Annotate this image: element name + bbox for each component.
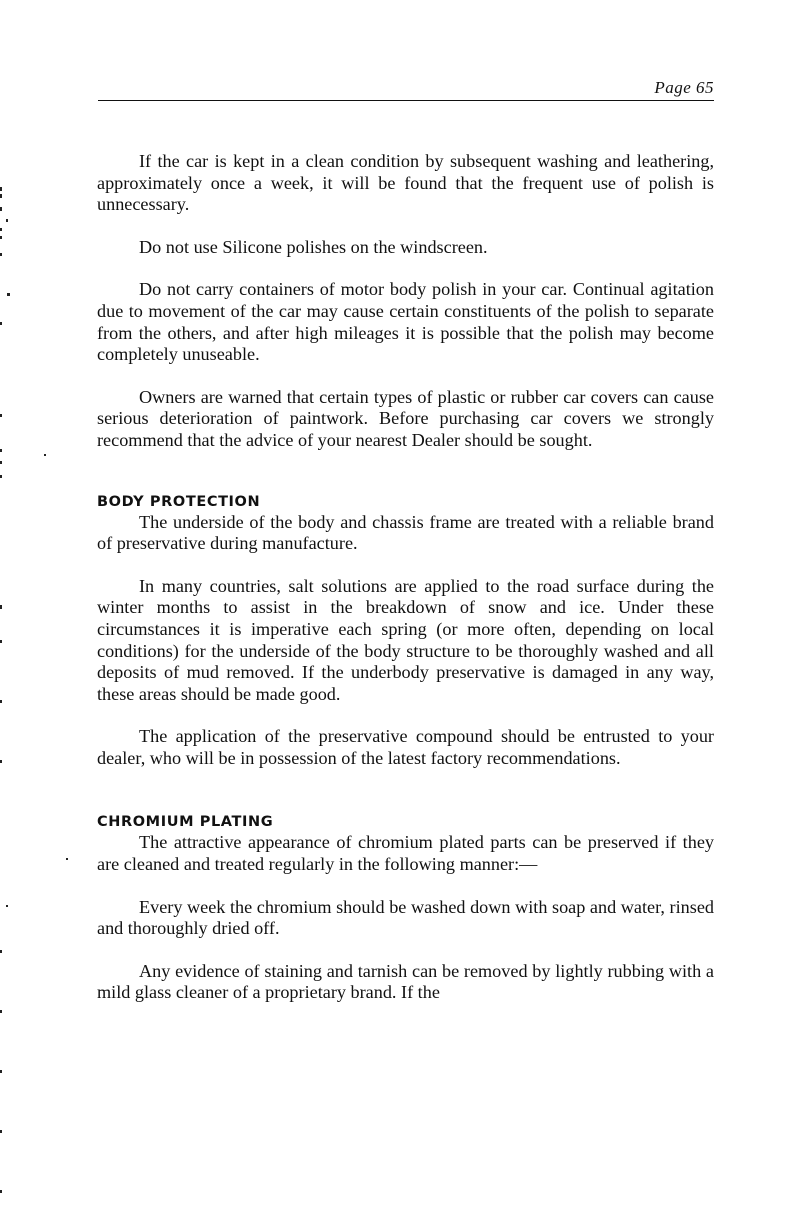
- scan-speck: [7, 293, 10, 296]
- scan-speck: [6, 905, 8, 907]
- paragraph-underside-treatment: The underside of the body and chassis frame are treated with a reliable brand of preservative during manufacture.: [97, 511, 714, 554]
- scan-speck: [0, 640, 2, 643]
- paragraph-polish-containers: Do not carry containers of motor body polish in your car. Continual agitation due to movement of the car may cause certain constituents of the polish to separate from the others, and after high mileages it is possible that the polish may become completely unuseable.: [97, 279, 714, 365]
- scan-speck: [0, 950, 2, 953]
- paragraph-staining-removal: Any evidence of staining and tarnish can be removed by lightly rubbing with a mild glass cleaner of a proprietary brand. If the: [97, 960, 714, 1003]
- paragraph-chromium-appearance: The attractive appearance of chromium plated parts can be preserved if they are cleaned and treated regularly in the following manner:—: [97, 832, 714, 875]
- paragraph-weekly-washing: Every week the chromium should be washed down with soap and water, rinsed and thoroughly dried off.: [97, 896, 714, 939]
- page-header: [98, 76, 714, 104]
- header-rule: [98, 100, 714, 101]
- paragraph-car-covers: Owners are warned that certain types of plastic or rubber car covers can cause serious deterioration of paintwork. Before purchasing car covers we strongly recommend that the advice of your nearest Dealer should be sought.: [97, 386, 714, 450]
- scan-speck: [66, 858, 68, 860]
- scan-speck: [44, 454, 46, 456]
- scan-speck: [0, 1130, 2, 1133]
- scan-speck: [0, 253, 2, 256]
- page-number: Page 65: [654, 78, 714, 97]
- section-heading-body-protection: BODY PROTECTION: [97, 493, 261, 510]
- scan-speck: [0, 1010, 2, 1013]
- scan-speck: [0, 194, 2, 198]
- page-content: [97, 151, 714, 1004]
- scan-speck: [0, 1070, 2, 1073]
- paragraph-silicone-warning: Do not use Silicone polishes on the windscreen.: [139, 236, 488, 257]
- scan-speck: [0, 605, 2, 609]
- scan-speck: [0, 760, 2, 763]
- paragraph-preservative-application: The application of the preservative compound should be entrusted to your dealer, who will be in possession of the latest factory recommendations.: [97, 726, 714, 768]
- scan-speck: [0, 207, 2, 211]
- paragraph-polish-frequency: If the car is kept in a clean condition by subsequent washing and leathering, approximately once a week, it will be found that the frequent use of polish is unnecessary.: [97, 151, 714, 215]
- scan-speck: [0, 700, 2, 703]
- section-heading-chromium-plating: CHROMIUM PLATING: [97, 814, 274, 831]
- scan-speck: [0, 414, 2, 417]
- scan-speck: [0, 187, 2, 191]
- paragraph-salt-solutions: In many countries, salt solutions are applied to the road surface during the winter months to assist in the breakdown of snow and ice. Under these circumstances it is imperative each spring (or more often, depending on local conditions) for the underside of the body structure to be thoroughly washed and all deposits of mud removed. If the underbody preservative is damaged in any way, these areas should be made good.: [97, 575, 714, 704]
- scan-speck: [0, 461, 2, 464]
- scan-speck: [6, 219, 8, 222]
- scan-speck: [0, 1190, 2, 1193]
- scan-speck: [0, 236, 2, 239]
- scan-speck: [0, 449, 2, 452]
- scan-speck: [0, 228, 2, 231]
- scan-speck: [0, 475, 2, 478]
- scan-speck: [0, 322, 2, 325]
